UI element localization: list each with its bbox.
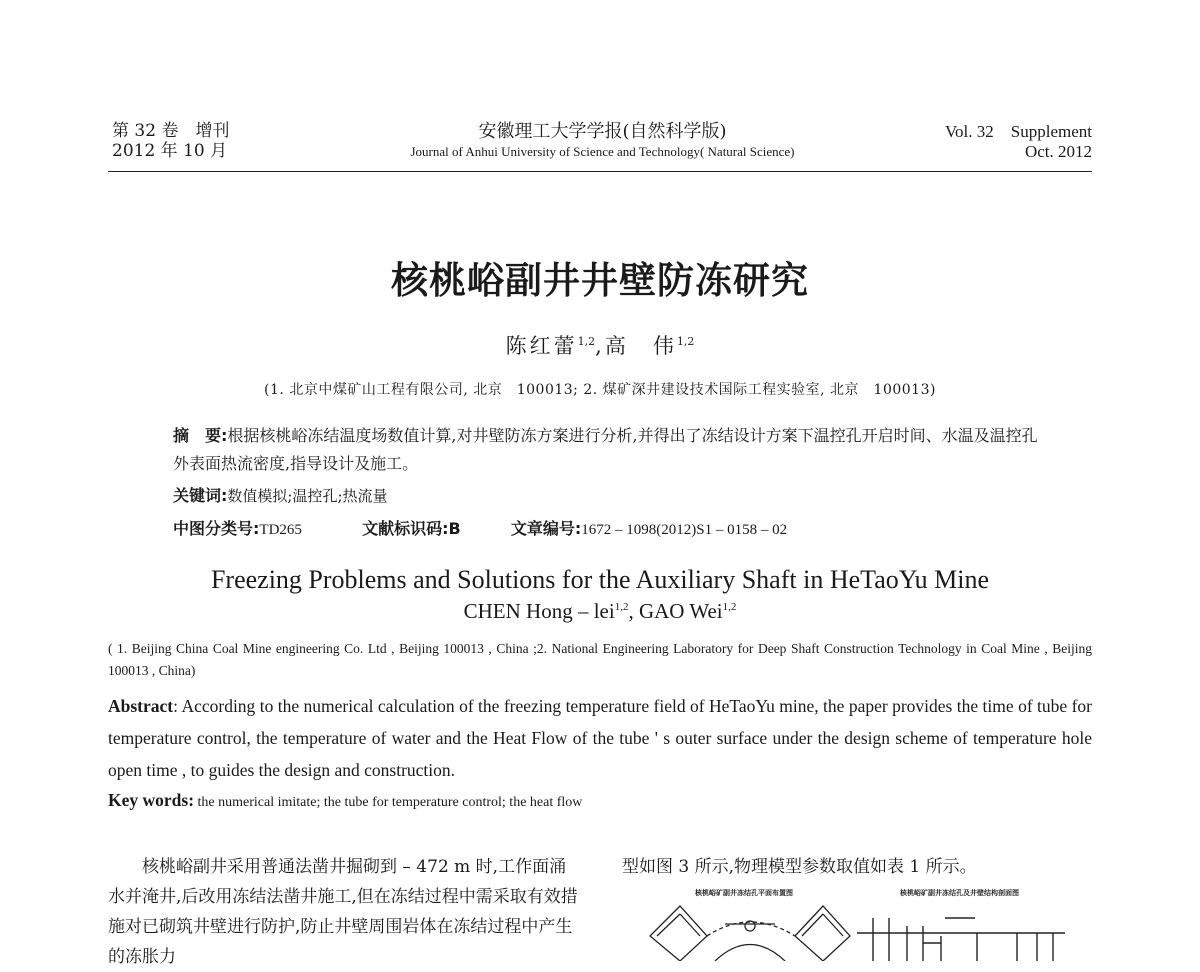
volume-en: Vol. 32 Supplement [944,122,1092,141]
author-1-affil-en: 1,2 [614,601,629,613]
author-1-en: CHEN Hong – lei [463,599,615,623]
doc-code-value: B [448,519,461,538]
affiliation-en: ( 1. Beijing China Coal Mine engineering Co. Ltd , Beijing 100013 , China ;2. National Engineering Laboratory for Deep Shaft Construction Technology in Coal Mine , Beijing 100013 , China) [108,641,1092,678]
journal-name-cn: 安徽理工大学学报(自然科学版) [478,121,727,142]
author-2-en: GAO Wei [638,599,723,623]
article-no-label: 文章编号: [510,519,582,538]
figure-caption-right: 核桃峪矿副井冻结孔及井壁结构剖面图 [900,889,1019,897]
authors-en [0,599,1200,624]
shaft-plan-drawing [650,906,850,961]
header-right [945,122,1092,162]
body-right-line: 型如图 3 所示,物理模型参数取值如表 1 所示。 [622,857,977,877]
keywords-en-colon: : [188,790,195,810]
body-paragraph: 核桃峪副井采用普通法凿井掘砌到 – 472 m 时,工作面涌水并淹井,后改用冻结法凿井施工,但在冻结过程中需采取有效措施对已砌筑井壁进行防护,防止井壁周围岩体在冻结过程中产生的冻胀力 [108,857,578,967]
author-1-affil-cn: 1,2 [577,335,596,348]
affiliation-cn: (1. 北京中煤矿山工程有限公司, 北京 100013; 2. 煤矿深井建设技术国际工程实验室, 北京 100013) [264,382,936,398]
abstract-cn-text: 根据核桃峪冻结温度场数值计算,对井壁防冻方案进行分析,并得出了冻结设计方案下温控孔开启时间、水温及温控孔外表面热流密度,指导设计及施工。 [173,426,1038,473]
clc-value: TD265 [259,522,302,538]
figure-3 [645,888,1075,961]
journal-name-en: Journal of Anhui University of Science and Technology( Natural Science) [410,144,795,159]
figure-drawing [645,888,1075,961]
keywords-cn [173,483,388,506]
keywords-en-text: the numerical imitate; the tube for temperature control; the heat flow [194,795,583,810]
author-sep-cn: , [595,334,605,358]
volume-cn: 第 32 卷 增刊 [112,121,230,141]
keywords-cn-text: 数值模拟;温控孔;热流量 [227,487,388,505]
classification-line [173,516,787,539]
figure-caption-left: 核桃峪矿副井冻结孔平面布置图 [695,889,793,897]
doc-code-label: 文献标识码: [362,519,449,538]
abstract-en-text: According to the numerical calculation of the freezing temperature field of HeTaoYu mine, the paper provides the time of tube for temperature control, the temperature of water and the Heat Flow of the tube ' s outer surface under the design scheme of temperature hole open time , to guides the design and construction. [108,696,1092,780]
date-cn: 2012 年 10 月 [112,141,228,161]
authors-cn [0,330,1200,360]
keywords-en [108,790,582,811]
paper-title-cn: 核桃峪副井井壁防冻研究 [391,259,809,302]
abstract-en-colon: : [173,696,178,716]
author-2-affil-cn: 1,2 [676,335,695,348]
paper-title-en: Freezing Problems and Solutions for the Auxiliary Shaft in HeTaoYu Mine [210,565,990,594]
author-1-cn: 陈红蕾 [505,334,578,358]
author-sep-en: , [628,599,639,623]
abstract-cn-label: 摘 要: [173,426,228,445]
header-center [330,121,875,160]
shaft-section-drawing [857,918,1065,961]
author-2-affil-en: 1,2 [722,601,737,613]
header-left [112,121,229,161]
keywords-en-label: Key words [108,790,189,810]
keywords-cn-label: 关键词: [173,486,228,505]
body-left-column [108,852,580,972]
date-en: Oct. 2012 [1024,142,1092,161]
header-rule [108,171,1092,172]
abstract-en-label: Abstract [108,696,174,716]
article-no-value: 1672 – 1098(2012)S1 – 0158 – 02 [581,522,788,538]
abstract-en [108,690,1092,786]
abstract-cn [173,422,1043,478]
author-2-cn: 高 伟 [604,334,677,358]
clc-label: 中图分类号: [173,519,260,538]
